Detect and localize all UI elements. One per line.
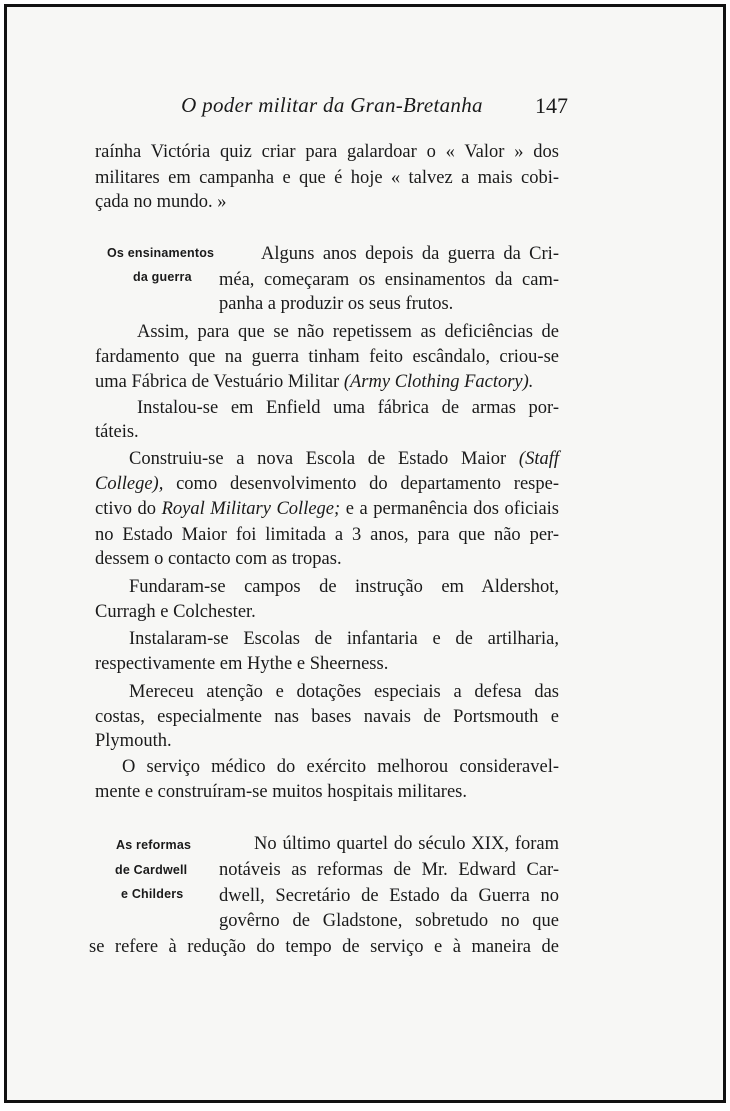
text-line: govêrno de Gladstone, sobretudo no que <box>219 911 559 931</box>
text-span: uma Fábrica de Vestuário Militar <box>95 372 340 392</box>
text-line: panha a produzir os seus frutos. <box>219 294 454 314</box>
book-page <box>4 4 726 1103</box>
margin-note-line: da guerra <box>133 270 192 284</box>
text-line: dessem o contacto com as tropas. <box>95 549 342 569</box>
text-span: Construiu-se a nova Escola de Estado Maior <box>129 449 507 469</box>
text-line: se refere à redução do tempo de serviço e à maneira de <box>89 937 559 957</box>
text-line: Assim, para que se não repetissem as deficiências de <box>137 322 559 342</box>
text-line: Alguns anos depois da guerra da Cri- <box>261 244 559 264</box>
text-line: Plymouth. <box>95 731 172 751</box>
text-span: como desenvolvimento do departamento respe- <box>176 474 559 494</box>
text-line: Instalaram-se Escolas de infantaria e de artilharia, <box>129 629 559 649</box>
text-line <box>95 500 559 519</box>
text-line: çada no mundo. » <box>95 192 227 212</box>
margin-note-line: As reformas <box>116 838 192 852</box>
text-line: Fundaram-se campos de instrução em Aldershot, <box>129 577 559 597</box>
text-line: dwell, Secretário de Estado da Guerra no <box>219 886 559 906</box>
text-line: méa, começaram os ensinamentos da cam- <box>219 270 559 290</box>
text-line: Mereceu atenção e dotações especiais a defesa das <box>129 682 559 702</box>
english-term: (Staff <box>518 449 560 469</box>
text-line: raínha Victória quiz criar para galardoar o « Valor » dos <box>95 142 559 162</box>
text-span: ctivo do <box>95 499 157 519</box>
text-line: notáveis as reformas de Mr. Edward Car- <box>219 860 559 880</box>
text-line: táteis. <box>95 422 139 442</box>
text-line: mente e construíram-se muitos hospitais militares. <box>95 782 467 802</box>
text-line <box>95 373 533 392</box>
text-line: O serviço médico do exército melhorou consideravel- <box>122 757 559 777</box>
margin-note-line: de Cardwell <box>115 863 188 877</box>
english-term: (Army Clothing Factory). <box>343 372 534 392</box>
english-term: Royal Military College; <box>161 499 341 519</box>
text-line: Instalou-se em Enfield uma fábrica de armas por- <box>137 398 559 418</box>
english-term: College), <box>95 474 164 494</box>
margin-note-line: Os ensinamentos <box>107 246 215 260</box>
text-line: costas, especialmente nas bases navais de Portsmouth e <box>95 707 559 727</box>
text-line: No último quartel do século XIX, foram <box>254 834 559 854</box>
text-span: e a permanência dos oficiais <box>345 499 559 519</box>
text-line: respectivamente em Hythe e Sheerness. <box>95 654 389 674</box>
page-number: 147 <box>535 93 568 118</box>
text-line: Curragh e Colchester. <box>95 602 256 622</box>
margin-note-line: e Childers <box>121 887 184 901</box>
running-title: O poder militar da Gran-Bretanha <box>181 93 483 117</box>
text-line <box>95 475 559 494</box>
text-line: militares em campanha e que é hoje « talvez a mais cobi- <box>95 168 559 188</box>
text-line: no Estado Maior foi limitada a 3 anos, para que não per- <box>95 525 559 545</box>
text-line <box>129 450 559 469</box>
text-line: fardamento que na guerra tinham feito escândalo, criou-se <box>95 347 559 367</box>
